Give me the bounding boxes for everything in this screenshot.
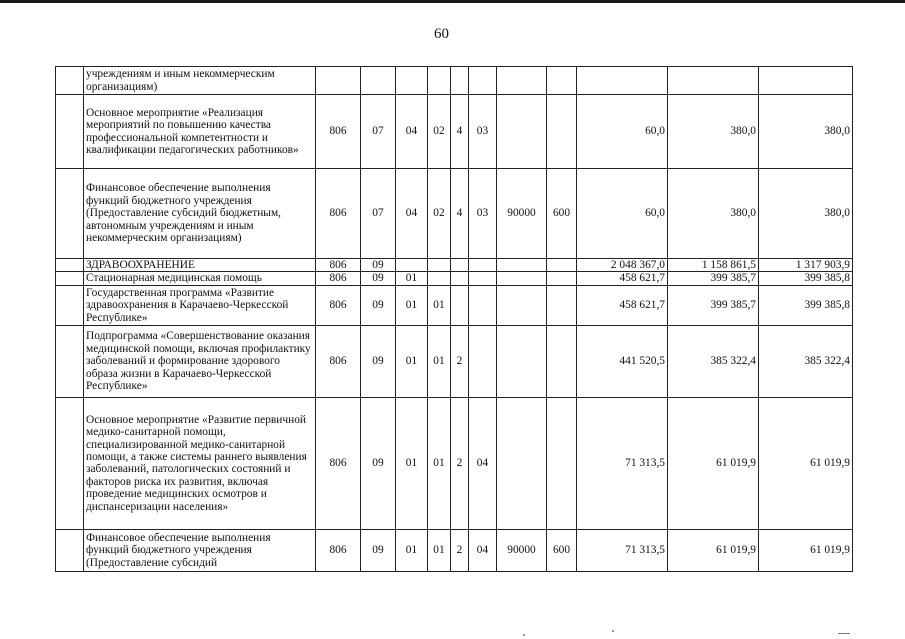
cell-y2 [668,67,759,95]
page-top-rule [0,0,905,3]
cell-vr [547,259,577,272]
cell-cs3 [469,272,497,285]
cell-ved: 806 [316,272,361,285]
cell-cs2 [451,259,469,272]
cell-y1: 458 621,7 [577,285,668,325]
cell-ved [316,67,361,95]
cell-index [56,325,84,397]
cell-rz: 09 [361,259,396,272]
cell-index [56,95,84,169]
cell-cs4 [497,95,547,169]
cell-ved: 806 [316,259,361,272]
cell-cs2: 2 [451,529,469,571]
cell-cs1 [428,67,451,95]
cell-cs3: 03 [469,169,497,259]
cell-cs4 [497,325,547,397]
cell-desc: Стационарная медицинская помощь [84,272,316,285]
cell-rz: 07 [361,169,396,259]
cell-ved: 806 [316,397,361,529]
cell-cs1: 01 [428,529,451,571]
cell-ved: 806 [316,325,361,397]
cell-cs2 [451,285,469,325]
cell-pr [396,259,428,272]
cell-cs4 [497,272,547,285]
cell-pr: 04 [396,95,428,169]
cell-rz: 09 [361,397,396,529]
cell-y3: 399 385,8 [759,285,853,325]
cell-pr: 01 [396,285,428,325]
cell-y3 [759,67,853,95]
cell-index [56,529,84,571]
cell-index [56,169,84,259]
cell-y3: 61 019,9 [759,397,853,529]
cell-desc: Финансовое обеспечение выполнения функций бюджетного учреждения (Предоставление субсидий [84,529,316,571]
cell-y1: 458 621,7 [577,272,668,285]
cell-cs4: 90000 [497,529,547,571]
cell-y2: 61 019,9 [668,397,759,529]
cell-y2: 380,0 [668,169,759,259]
cell-ved: 806 [316,95,361,169]
cell-index [56,285,84,325]
cell-y2: 61 019,9 [668,529,759,571]
cell-cs1: 01 [428,325,451,397]
cell-ved: 806 [316,285,361,325]
cell-cs2 [451,67,469,95]
cell-cs4 [497,67,547,95]
cell-pr: 04 [396,169,428,259]
cell-y3: 380,0 [759,169,853,259]
cell-ved: 806 [316,529,361,571]
cell-desc: Финансовое обеспечение выполнения функций бюджетного учреждения (Предоставление субсидий бюджетным, автономным учреждениям и иным некоммерческим организациям) [84,169,316,259]
cell-ved: 806 [316,169,361,259]
cell-cs1: 01 [428,397,451,529]
cell-desc: ЗДРАВООХРАНЕНИЕ [84,259,316,272]
cell-index [56,272,84,285]
budget-table [55,66,853,572]
cell-vr [547,67,577,95]
cell-cs4 [497,397,547,529]
cell-pr: 01 [396,325,428,397]
scan-speck [838,633,850,634]
cell-vr [547,272,577,285]
cell-cs1: 02 [428,169,451,259]
table-row [56,95,853,169]
page-number: 60 [434,26,449,42]
cell-cs3 [469,285,497,325]
cell-vr [547,285,577,325]
table-row [56,529,853,571]
cell-vr: 600 [547,529,577,571]
cell-y3: 385 322,4 [759,325,853,397]
cell-cs3: 03 [469,95,497,169]
cell-rz: 09 [361,325,396,397]
cell-cs2: 4 [451,169,469,259]
cell-cs2: 2 [451,325,469,397]
cell-cs3 [469,67,497,95]
scan-speck [612,630,614,632]
table-row [56,285,853,325]
table-row [56,259,853,272]
cell-vr [547,325,577,397]
cell-rz [361,67,396,95]
cell-y2: 380,0 [668,95,759,169]
table-row [56,397,853,529]
cell-vr: 600 [547,169,577,259]
cell-cs1: 01 [428,285,451,325]
cell-cs3 [469,325,497,397]
cell-rz: 09 [361,529,396,571]
cell-y1: 441 520,5 [577,325,668,397]
cell-y1 [577,67,668,95]
cell-y2: 1 158 861,5 [668,259,759,272]
cell-vr [547,95,577,169]
cell-y3: 61 019,9 [759,529,853,571]
cell-rz: 07 [361,95,396,169]
cell-desc: Основное мероприятие «Развитие первичной медико-санитарной помощи, специализированной медико-санитарной помощи, а также системы раннего выявления заболеваний, патологических состояний и факторов риска их развития, включая проведение медицинских осмотров и диспансеризации населения» [84,397,316,529]
cell-y1: 2 048 367,0 [577,259,668,272]
cell-cs1 [428,259,451,272]
cell-pr: 01 [396,397,428,529]
cell-y3: 1 317 903,9 [759,259,853,272]
cell-y3: 380,0 [759,95,853,169]
cell-desc: Подпрограмма «Совершенствование оказания медицинской помощи, включая профилактику заболеваний и формирование здорового образа жизни в Карачаево-Черкесской Республике» [84,325,316,397]
cell-index [56,259,84,272]
cell-vr [547,397,577,529]
cell-index [56,67,84,95]
cell-cs2 [451,272,469,285]
cell-cs2: 4 [451,95,469,169]
cell-cs1 [428,272,451,285]
cell-pr: 01 [396,272,428,285]
cell-desc: Основное мероприятие «Реализация мероприятий по повышению качества профессиональной компетентности и квалификации педагогических работников» [84,95,316,169]
table-row [56,169,853,259]
cell-desc: учреждениям и иным некоммерческим организациям) [84,67,316,95]
cell-y2: 385 322,4 [668,325,759,397]
cell-y1: 60,0 [577,95,668,169]
cell-pr [396,67,428,95]
cell-y2: 399 385,7 [668,272,759,285]
cell-y2: 399 385,7 [668,285,759,325]
cell-pr: 01 [396,529,428,571]
cell-y1: 71 313,5 [577,529,668,571]
cell-cs4 [497,285,547,325]
cell-y1: 71 313,5 [577,397,668,529]
cell-rz: 09 [361,285,396,325]
cell-cs4 [497,259,547,272]
cell-cs3 [469,259,497,272]
cell-cs4: 90000 [497,169,547,259]
cell-index [56,397,84,529]
cell-desc: Государственная программа «Развитие здравоохранения в Карачаево-Черкесской Республике» [84,285,316,325]
cell-cs1: 02 [428,95,451,169]
scan-speck [523,634,525,636]
table-row [56,325,853,397]
cell-cs2: 2 [451,397,469,529]
cell-rz: 09 [361,272,396,285]
table-row [56,67,853,95]
cell-y3: 399 385,8 [759,272,853,285]
table-row [56,272,853,285]
cell-y1: 60,0 [577,169,668,259]
cell-cs3: 04 [469,529,497,571]
cell-cs3: 04 [469,397,497,529]
